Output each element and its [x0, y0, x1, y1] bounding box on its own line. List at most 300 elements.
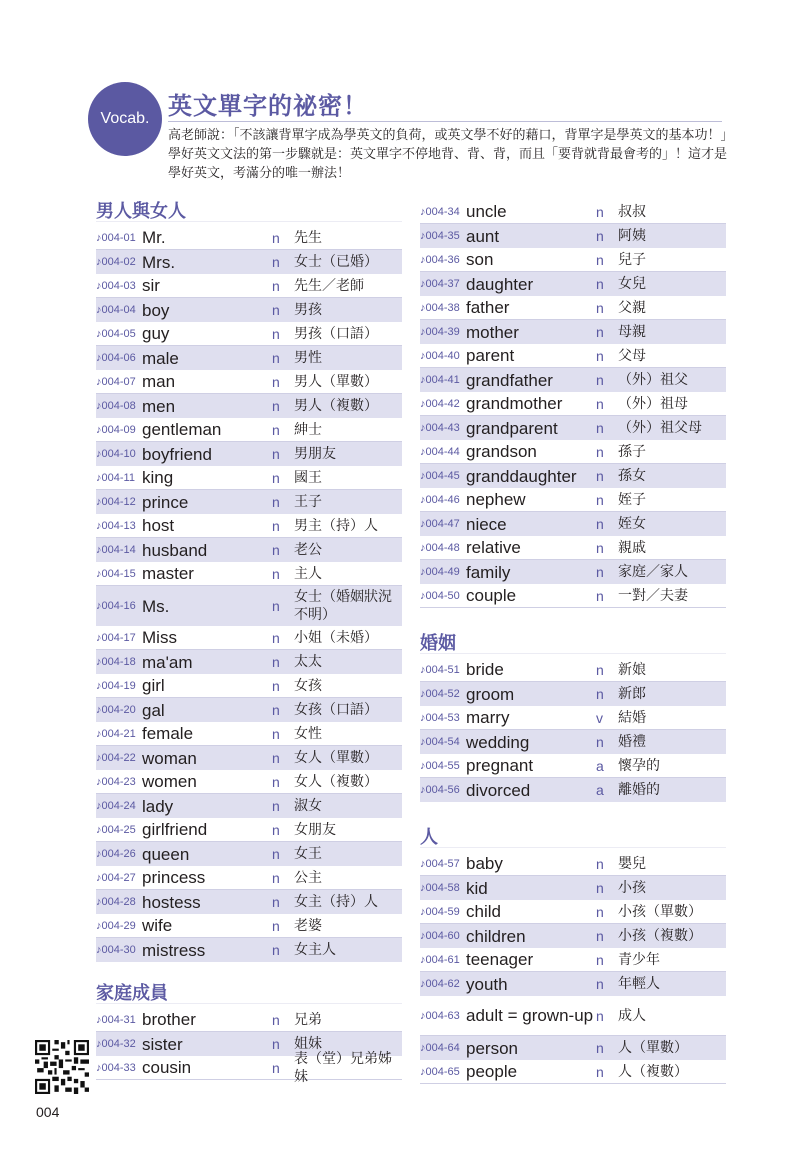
chinese-meaning: 紳士 [294, 421, 322, 438]
audio-track-number[interactable] [96, 424, 142, 436]
vocab-entry[interactable] [420, 488, 726, 512]
audio-track-number[interactable] [96, 600, 142, 612]
qr-code-icon[interactable] [35, 1040, 89, 1094]
english-word: women [142, 772, 197, 791]
audio-track-number[interactable] [420, 906, 466, 918]
vocab-entry[interactable] [420, 706, 726, 730]
chinese-meaning: 女士（已婚） [294, 254, 378, 270]
chinese-meaning: 兒子 [618, 251, 646, 268]
chinese-meaning: 青少年 [618, 951, 660, 968]
part-of-speech: n [272, 917, 280, 934]
audio-track-number[interactable] [96, 544, 142, 556]
english-word: host [142, 516, 175, 535]
music-note-icon: ♪ [420, 978, 426, 990]
part-of-speech: n [596, 564, 604, 580]
track-number-text: 004-58 [425, 882, 460, 894]
music-note-icon: ♪ [420, 470, 426, 482]
chinese-meaning: 叔叔 [618, 203, 646, 220]
vocab-entry[interactable] [420, 948, 726, 972]
english-word: family [466, 562, 511, 582]
track-number-text: 004-49 [425, 566, 460, 578]
audio-track-number[interactable] [96, 632, 142, 644]
audio-track-number[interactable] [420, 978, 466, 990]
part-of-speech: a [596, 757, 604, 774]
music-note-icon: ♪ [420, 1042, 426, 1054]
chinese-meaning: 女孩（口語） [294, 702, 378, 718]
vocab-entry[interactable] [96, 770, 402, 794]
audio-track-number[interactable] [96, 1062, 142, 1074]
audio-track-number[interactable] [96, 1014, 142, 1026]
vocab-entry[interactable] [96, 698, 402, 722]
vocab-entry[interactable] [420, 272, 726, 296]
vocab-entry[interactable] [420, 440, 726, 464]
english-word: adult = grown-up [466, 1006, 594, 1025]
track-number-text: 004-09 [101, 423, 136, 436]
audio-track-number[interactable] [420, 954, 466, 966]
vocab-entry[interactable] [420, 224, 726, 248]
audio-track-number[interactable] [96, 400, 142, 412]
track-number-text: 004-45 [425, 470, 460, 482]
english-word: baby [466, 854, 503, 873]
vocab-entry[interactable] [96, 322, 402, 346]
audio-track-number[interactable] [420, 784, 466, 796]
track-number-text: 004-06 [101, 352, 136, 364]
english-word: person [466, 1038, 518, 1058]
english-word: hostess [142, 892, 201, 912]
part-of-speech: n [272, 254, 280, 270]
english-word: relative [466, 538, 521, 557]
vocab-entry[interactable] [420, 200, 726, 224]
music-note-icon: ♪ [96, 231, 102, 244]
part-of-speech: n [596, 903, 604, 920]
track-number-text: 004-38 [425, 301, 460, 314]
vocab-entry[interactable] [420, 584, 726, 608]
section-gap [420, 802, 726, 828]
vocab-entry[interactable] [420, 368, 726, 392]
audio-track-number[interactable] [420, 1042, 466, 1054]
chinese-meaning: 婚禮 [618, 734, 646, 750]
vocab-entry[interactable] [96, 298, 402, 322]
chinese-meaning: 新娘 [618, 661, 646, 678]
audio-track-number[interactable] [96, 376, 142, 388]
vocab-entry[interactable] [96, 866, 402, 890]
music-note-icon: ♪ [96, 423, 102, 436]
track-number-text: 004-46 [425, 493, 460, 506]
audio-track-number[interactable] [420, 374, 466, 386]
part-of-speech: n [596, 928, 604, 944]
audio-track-number[interactable] [96, 256, 142, 268]
track-number-text: 004-03 [101, 279, 136, 292]
track-number-text: 004-16 [101, 600, 136, 612]
chinese-meaning: 年輕人 [618, 976, 660, 992]
audio-track-number[interactable] [420, 760, 466, 772]
section-title: 婚姻 [420, 634, 726, 654]
part-of-speech: n [596, 324, 604, 340]
music-note-icon: ♪ [96, 352, 102, 364]
chinese-meaning: 先生／老師 [294, 277, 364, 294]
part-of-speech: n [272, 350, 280, 366]
audio-track-number[interactable] [96, 1038, 142, 1050]
english-word: king [142, 468, 174, 487]
part-of-speech: n [272, 725, 280, 742]
vocab-entry[interactable] [420, 1036, 726, 1060]
audio-track-number[interactable] [420, 688, 466, 700]
music-note-icon: ♪ [96, 544, 102, 556]
left-column [96, 201, 402, 1085]
part-of-speech: n [596, 516, 604, 532]
chinese-meaning: 男性 [294, 350, 322, 366]
vocab-entry[interactable] [420, 754, 726, 778]
english-word: woman [142, 748, 197, 768]
english-word: female [142, 724, 194, 743]
music-note-icon: ♪ [96, 567, 102, 580]
vocab-entry[interactable] [420, 996, 726, 1036]
audio-track-number[interactable] [96, 568, 142, 580]
chinese-meaning: 公主 [294, 869, 322, 886]
audio-track-number[interactable] [96, 728, 142, 740]
vocab-entry[interactable] [96, 914, 402, 938]
part-of-speech: n [272, 869, 280, 886]
vocab-entry[interactable] [420, 730, 726, 754]
vocab-entry[interactable] [96, 490, 402, 514]
track-number-text: 004-41 [425, 374, 460, 386]
chinese-meaning: 人（單數） [618, 1040, 688, 1056]
chinese-meaning: 女主（持）人 [294, 894, 378, 910]
track-number-text: 004-57 [425, 857, 460, 870]
vocab-entry[interactable] [420, 416, 726, 440]
track-number-text: 004-32 [101, 1038, 136, 1050]
track-number-text: 004-51 [425, 663, 460, 676]
part-of-speech: n [596, 951, 604, 968]
english-word: mother [466, 322, 519, 342]
audio-track-number[interactable] [420, 278, 466, 290]
chinese-meaning: 男孩 [294, 302, 322, 318]
chinese-meaning: 姪子 [618, 491, 646, 508]
audio-track-number[interactable] [420, 566, 466, 578]
part-of-speech: n [596, 228, 604, 244]
vocab-entry[interactable] [420, 972, 726, 996]
chinese-meaning: 人（複數） [618, 1063, 688, 1080]
audio-track-number[interactable] [420, 664, 466, 676]
audio-track-number[interactable] [420, 542, 466, 554]
track-number-text: 004-50 [425, 589, 460, 602]
chinese-meaning: 姪女 [618, 516, 646, 532]
vocab-entry[interactable] [96, 674, 402, 698]
part-of-speech: n [596, 372, 604, 388]
part-of-speech: n [272, 821, 280, 838]
music-note-icon: ♪ [96, 400, 102, 412]
audio-track-number[interactable] [96, 520, 142, 532]
track-number-text: 004-37 [425, 278, 460, 290]
vocab-entry[interactable] [96, 938, 402, 962]
section-title: 男人與女人 [96, 202, 402, 222]
audio-track-number[interactable] [96, 496, 142, 508]
chinese-meaning: 男主（持）人 [294, 517, 378, 534]
part-of-speech: n [596, 251, 604, 268]
audio-track-number[interactable] [420, 1010, 466, 1022]
part-of-speech: n [272, 373, 280, 390]
music-note-icon: ♪ [420, 349, 426, 362]
track-number-text: 004-42 [425, 397, 460, 410]
english-word: parent [466, 346, 515, 365]
chinese-meaning: 父母 [618, 347, 646, 364]
chinese-meaning: 親戚 [618, 539, 646, 556]
audio-track-number[interactable] [96, 352, 142, 364]
track-number-text: 004-07 [101, 375, 136, 388]
track-number-text: 004-13 [101, 519, 136, 532]
part-of-speech: n [596, 855, 604, 872]
audio-track-number[interactable] [420, 254, 466, 266]
vocab-entry[interactable] [96, 650, 402, 674]
vocab-entry[interactable] [96, 746, 402, 770]
english-word: wife [142, 916, 173, 935]
audio-track-number[interactable] [420, 518, 466, 530]
audio-track-number[interactable] [420, 446, 466, 458]
chinese-meaning: 孫女 [618, 468, 646, 484]
chinese-meaning: 男孩（口語） [294, 325, 378, 342]
chinese-meaning: 女兒 [618, 276, 646, 292]
english-word: cousin [142, 1058, 192, 1077]
music-note-icon: ♪ [420, 541, 426, 554]
track-number-text: 004-21 [101, 727, 136, 740]
vocab-entry[interactable] [420, 296, 726, 320]
part-of-speech: n [272, 325, 280, 342]
audio-track-number[interactable] [420, 422, 466, 434]
track-number-text: 004-18 [101, 656, 136, 668]
english-word: grandmother [466, 394, 563, 413]
music-note-icon: ♪ [96, 919, 102, 932]
part-of-speech: n [272, 773, 280, 790]
part-of-speech: n [272, 654, 280, 670]
audio-track-number[interactable] [420, 712, 466, 724]
music-note-icon: ♪ [96, 800, 102, 812]
vocab-entry[interactable] [96, 418, 402, 442]
english-word: child [466, 902, 501, 921]
vocab-entry[interactable] [96, 538, 402, 562]
audio-track-number[interactable] [96, 776, 142, 788]
part-of-speech: n [596, 976, 604, 992]
audio-track-number[interactable] [420, 470, 466, 482]
vocab-entry[interactable] [96, 842, 402, 866]
track-number-text: 004-44 [425, 445, 460, 458]
audio-track-number[interactable] [420, 1066, 466, 1078]
chinese-meaning: 姐妹 [294, 1036, 322, 1052]
audio-track-number[interactable] [96, 448, 142, 460]
chinese-meaning: 阿姨 [618, 228, 646, 244]
vocab-entry[interactable] [420, 536, 726, 560]
track-number-text: 004-12 [101, 496, 136, 508]
vocab-entry[interactable] [420, 320, 726, 344]
music-note-icon: ♪ [420, 374, 426, 386]
vocab-entry[interactable] [96, 370, 402, 394]
english-word: Miss [142, 628, 177, 647]
audio-track-number[interactable] [420, 736, 466, 748]
vocab-entry[interactable] [420, 658, 726, 682]
vocab-entry[interactable] [96, 890, 402, 914]
vocab-entry[interactable] [96, 442, 402, 466]
part-of-speech: n [596, 734, 604, 750]
audio-track-number[interactable] [96, 680, 142, 692]
track-number-text: 004-29 [101, 919, 136, 932]
vocab-entry[interactable] [96, 1050, 402, 1085]
vocab-entry[interactable] [420, 248, 726, 272]
chinese-meaning: 結婚 [618, 709, 646, 726]
part-of-speech: n [272, 565, 280, 582]
track-number-text: 004-22 [101, 752, 136, 764]
audio-track-number[interactable] [96, 944, 142, 956]
english-word: brother [142, 1010, 196, 1029]
part-of-speech: n [596, 880, 604, 896]
chinese-meaning: 兄弟 [294, 1011, 322, 1028]
music-note-icon: ♪ [420, 326, 426, 338]
english-word: couple [466, 586, 517, 605]
audio-track-number[interactable] [96, 896, 142, 908]
vocab-entry[interactable] [420, 512, 726, 536]
english-word: master [142, 564, 194, 583]
vocab-entry[interactable] [420, 682, 726, 706]
track-number-text: 004-65 [425, 1065, 460, 1078]
chinese-meaning: 女人（複數） [294, 773, 378, 790]
part-of-speech: n [596, 347, 604, 364]
section-title: 人 [420, 828, 726, 848]
audio-track-number[interactable] [420, 230, 466, 242]
vocab-entry[interactable] [420, 900, 726, 924]
track-number-text: 004-08 [101, 400, 136, 412]
music-note-icon: ♪ [420, 759, 426, 772]
vocab-entry[interactable] [420, 560, 726, 584]
vocab-entry[interactable] [96, 346, 402, 370]
audio-track-number[interactable] [96, 472, 142, 484]
chinese-meaning: 女性 [294, 725, 322, 742]
audio-track-number[interactable] [420, 398, 466, 410]
part-of-speech: n [272, 942, 280, 958]
music-note-icon: ♪ [420, 1065, 426, 1078]
vocab-entry[interactable] [420, 344, 726, 368]
music-note-icon: ♪ [96, 631, 102, 644]
audio-track-number[interactable] [96, 232, 142, 244]
chinese-meaning: 嬰兒 [618, 855, 646, 872]
audio-track-number[interactable] [96, 328, 142, 340]
english-word: divorced [466, 780, 531, 800]
audio-track-number[interactable] [96, 656, 142, 668]
vocab-entry[interactable] [96, 1008, 402, 1032]
part-of-speech: n [272, 542, 280, 558]
right-column [420, 200, 726, 1084]
music-note-icon: ♪ [96, 896, 102, 908]
vocab-entry[interactable] [96, 250, 402, 274]
audio-track-number[interactable] [96, 920, 142, 932]
vocab-entry[interactable] [96, 586, 402, 626]
vocab-entry[interactable] [96, 818, 402, 842]
audio-track-number[interactable] [96, 280, 142, 292]
part-of-speech: a [596, 782, 604, 798]
vocab-entry[interactable] [420, 778, 726, 802]
vocab-entry[interactable] [96, 466, 402, 490]
music-note-icon: ♪ [96, 679, 102, 692]
vocab-entry[interactable] [96, 626, 402, 650]
audio-track-number[interactable] [420, 858, 466, 870]
track-number-text: 004-26 [101, 848, 136, 860]
audio-track-number[interactable] [420, 206, 466, 218]
chinese-meaning: 新郎 [618, 686, 646, 702]
music-note-icon: ♪ [96, 304, 102, 316]
part-of-speech: n [596, 299, 604, 316]
vocab-entry[interactable] [96, 562, 402, 586]
track-number-text: 004-62 [425, 978, 460, 990]
vocab-entry[interactable] [96, 226, 402, 250]
english-word: uncle [466, 202, 507, 221]
music-note-icon: ♪ [96, 1013, 102, 1026]
audio-track-number[interactable] [420, 590, 466, 602]
section-gap [96, 962, 402, 984]
music-note-icon: ♪ [96, 496, 102, 508]
audio-track-number[interactable] [96, 752, 142, 764]
vocab-entry[interactable] [96, 274, 402, 298]
english-word: gentleman [142, 420, 222, 439]
audio-track-number[interactable] [96, 848, 142, 860]
english-word: grandparent [466, 418, 558, 438]
track-number-text: 004-17 [101, 631, 136, 644]
english-word: marry [466, 708, 510, 727]
vocab-entry[interactable] [96, 514, 402, 538]
music-note-icon: ♪ [96, 519, 102, 532]
english-word: lady [142, 796, 174, 816]
vocab-entry[interactable] [420, 1060, 726, 1084]
audio-track-number[interactable] [96, 872, 142, 884]
part-of-speech: n [272, 517, 280, 534]
chinese-meaning: 老公 [294, 542, 322, 558]
chinese-meaning: 王子 [294, 494, 322, 510]
vocab-entry[interactable] [96, 794, 402, 818]
track-number-text: 004-48 [425, 541, 460, 554]
part-of-speech: n [272, 421, 280, 438]
audio-track-number[interactable] [420, 882, 466, 894]
audio-track-number[interactable] [96, 800, 142, 812]
vocab-entry[interactable] [420, 876, 726, 900]
audio-track-number[interactable] [96, 704, 142, 716]
english-word: kid [466, 878, 488, 898]
audio-track-number[interactable] [96, 304, 142, 316]
track-number-text: 004-59 [425, 905, 460, 918]
chinese-meaning: （外）祖母 [618, 395, 688, 412]
vocab-entry[interactable] [420, 392, 726, 416]
track-number-text: 004-34 [425, 205, 460, 218]
vocab-entry[interactable] [420, 924, 726, 948]
vocab-entry[interactable] [96, 394, 402, 418]
english-word: youth [466, 974, 508, 994]
vocab-entry[interactable] [420, 464, 726, 488]
audio-track-number[interactable] [420, 302, 466, 314]
audio-track-number[interactable] [96, 824, 142, 836]
english-word: prince [142, 492, 189, 512]
audio-track-number[interactable] [420, 494, 466, 506]
chinese-meaning: 女人（單數） [294, 750, 378, 766]
title-divider [168, 121, 722, 122]
chinese-meaning: 先生 [294, 229, 322, 246]
part-of-speech: n [596, 1007, 604, 1024]
vocab-entry[interactable] [96, 722, 402, 746]
audio-track-number[interactable] [420, 326, 466, 338]
music-note-icon: ♪ [420, 589, 426, 602]
music-note-icon: ♪ [96, 256, 102, 268]
audio-track-number[interactable] [420, 930, 466, 942]
english-word: men [142, 396, 176, 416]
part-of-speech: n [596, 686, 604, 702]
part-of-speech: n [596, 276, 604, 292]
vocab-entry[interactable] [420, 852, 726, 876]
english-word: bride [466, 660, 504, 679]
audio-track-number[interactable] [420, 350, 466, 362]
